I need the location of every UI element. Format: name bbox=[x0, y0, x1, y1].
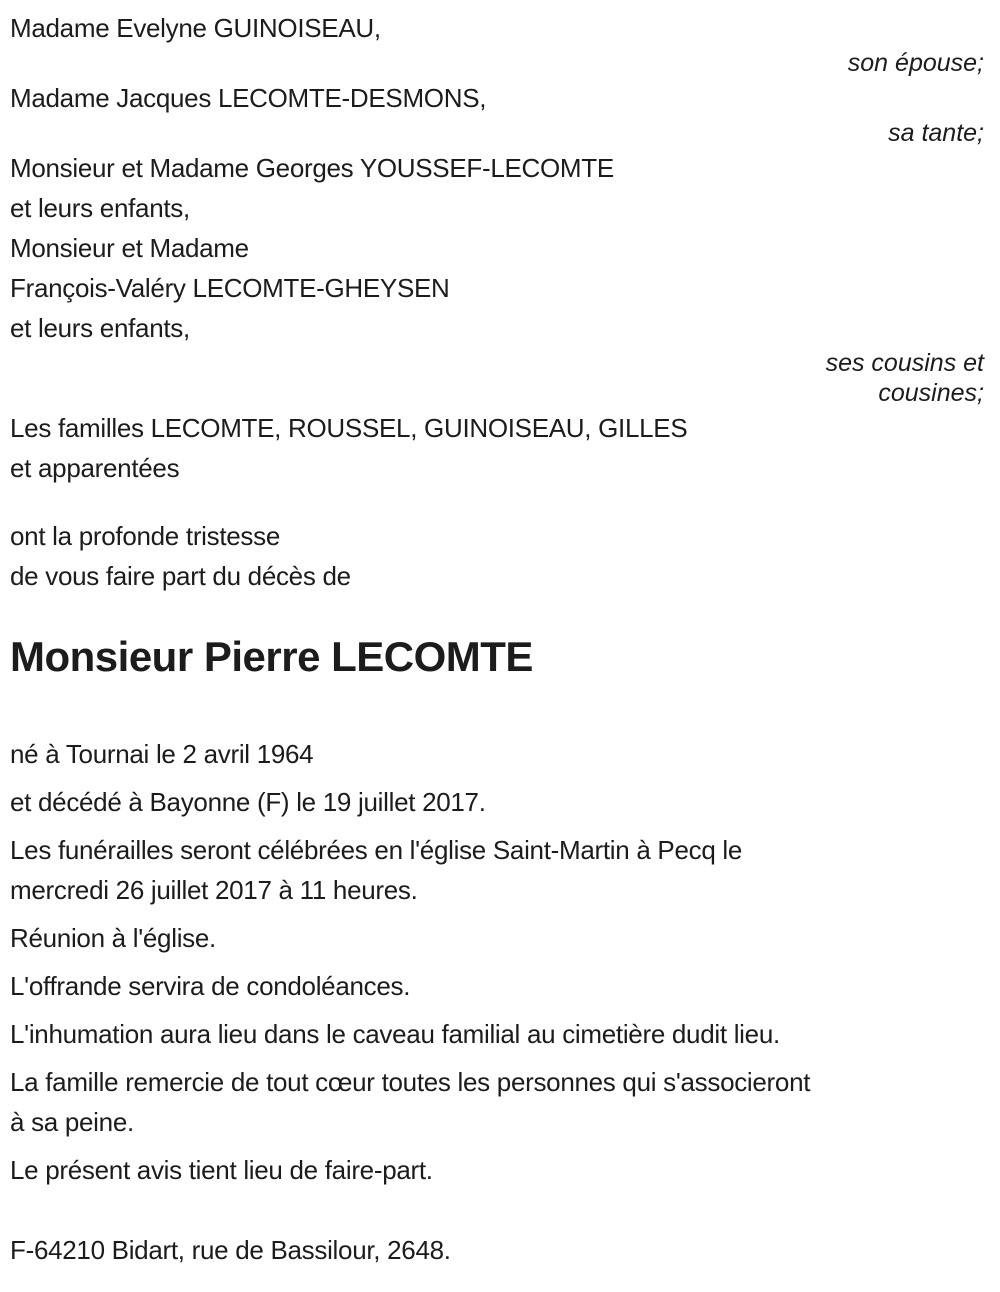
assembly-line bbox=[10, 918, 986, 958]
announcement-line: de vous faire part du décès de bbox=[10, 561, 351, 591]
funeral-details bbox=[10, 830, 986, 910]
relation-label: son épouse; bbox=[847, 49, 984, 77]
announcement-block bbox=[10, 516, 986, 596]
assembly-line-text: Réunion à l'église. bbox=[10, 923, 216, 953]
offering-line-text: L'offrande servira de condoléances. bbox=[10, 971, 411, 1001]
mourner-line: Madame Evelyne GUINOISEAU, bbox=[10, 13, 381, 43]
birth-line bbox=[10, 734, 986, 774]
mourner-line: Monsieur et Madame bbox=[10, 233, 249, 263]
address-line bbox=[10, 1230, 986, 1270]
mourner-line: Monsieur et Madame Georges YOUSSEF-LECOMTE bbox=[10, 153, 614, 183]
death-line bbox=[10, 782, 986, 822]
notice-line bbox=[10, 1150, 986, 1190]
thanks-paragraph bbox=[10, 1062, 986, 1142]
mourner-line: et leurs enfants, bbox=[10, 313, 190, 343]
relation-label: ses cousins et bbox=[825, 349, 984, 377]
birth-line-text: né à Tournai le 2 avril 1964 bbox=[10, 739, 314, 769]
mourner-line: et apparentées bbox=[10, 453, 180, 483]
mourner-line: François-Valéry LECOMTE-GHEYSEN bbox=[10, 273, 450, 303]
relation-label: sa tante; bbox=[888, 119, 984, 147]
burial-line bbox=[10, 1014, 986, 1054]
announcement-line: ont la profonde tristesse bbox=[10, 521, 280, 551]
funeral-line-1: Les funérailles seront célébrées en l'église Saint-Martin à Pecq le bbox=[10, 835, 743, 865]
notice-line-text: Le présent avis tient lieu de faire-part. bbox=[10, 1155, 433, 1185]
death-line-text: et décédé à Bayonne (F) le 19 juillet 2017. bbox=[10, 787, 486, 817]
deceased-name: Monsieur Pierre LECOMTE bbox=[10, 633, 533, 680]
funeral-line-2: mercredi 26 juillet 2017 à 11 heures. bbox=[10, 875, 418, 905]
mourner-line: Les familles LECOMTE, ROUSSEL, GUINOISEAU, GILLES bbox=[10, 413, 688, 443]
mourner-line: Madame Jacques LECOMTE-DESMONS, bbox=[10, 83, 487, 113]
thanks-line-2: à sa peine. bbox=[10, 1107, 134, 1137]
burial-line-text: L'inhumation aura lieu dans le caveau familial au cimetière dudit lieu. bbox=[10, 1019, 780, 1049]
mourner-line: et leurs enfants, bbox=[10, 193, 190, 223]
offering-line bbox=[10, 966, 986, 1006]
address-line-text: F-64210 Bidart, rue de Bassilour, 2648. bbox=[10, 1235, 451, 1265]
thanks-line-1: La famille remercie de tout cœur toutes les personnes qui s'associeront bbox=[10, 1067, 811, 1097]
relation-label: cousines; bbox=[878, 379, 984, 407]
